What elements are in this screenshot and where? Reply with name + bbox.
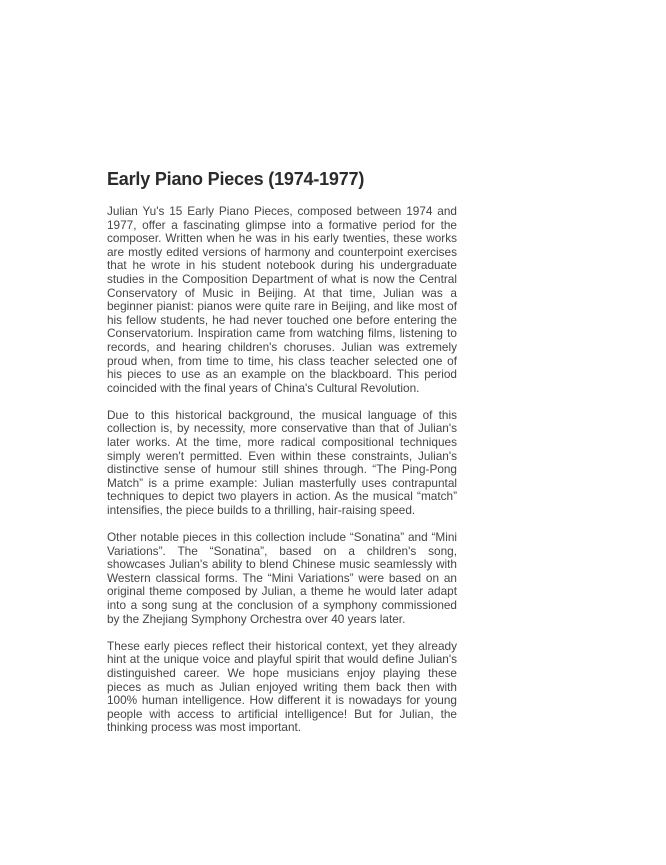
paragraph-notable-pieces: Other notable pieces in this collection include “Sonatina” and “Mini Variations”. The “Sonatina”, based on a children's song, showcases Julian's ability to blend Chinese music seamlessly with Western classical forms. The “Mini Variations” were based on an original theme composed by Julian, a theme he would later adapt into a song sung at the conclusion of a symphony commissioned by the Zhejiang Symphony Orchestra over 40 years later. xyxy=(107,530,457,626)
page-content xyxy=(107,169,457,735)
paragraph-historical-background: Due to this historical background, the musical language of this collection is, by necessity, more conservative than that of Julian's later works. At the time, more radical compositional techniques simply weren't permitted. Even within these constraints, Julian's distinctive sense of humour still shines through. “The Ping-Pong Match” is a prime example: Julian masterfully uses contrapuntal techniques to depict two players in action. As the musical “match” intensifies, the piece builds to a thrilling, hair-raising speed. xyxy=(107,407,457,517)
paragraph-conclusion: These early pieces reflect their historical context, yet they already hint at the unique voice and playful spirit that would define Julian's distinguished career. We hope musicians enjoy playing these pieces as much as Julian enjoyed writing them back then with 100% human intelligence. How different it is nowadays for young people with access to artificial intelligence! But for Julian, the thinking process was most important. xyxy=(107,638,457,735)
page-title: Early Piano Pieces (1974-1977) xyxy=(107,169,365,189)
paragraph-intro: Julian Yu's 15 Early Piano Pieces, composed between 1974 and 1977, offer a fascinating glimpse into a formative period for the composer. Written when he was in his early twenties, these works are mostly edited versions of harmony and counterpoint exercises that he wrote in his student notebook during his undergraduate studies in the Composition Department of what is now the Central Conservatory of Music in Beijing. At that time, Julian was a beginner pianist: pianos were quite rare in Beijing, and like most of his fellow students, he had never touched one before entering the Conservatorium. Inspiration came from watching films, listening to records, and hearing children's choruses. Julian was extremely proud when, from time to time, his class teacher selected one of his pieces to use as an example on the blackboard. This period coincided with the final years of China's Cultural Revolution. xyxy=(107,204,457,395)
